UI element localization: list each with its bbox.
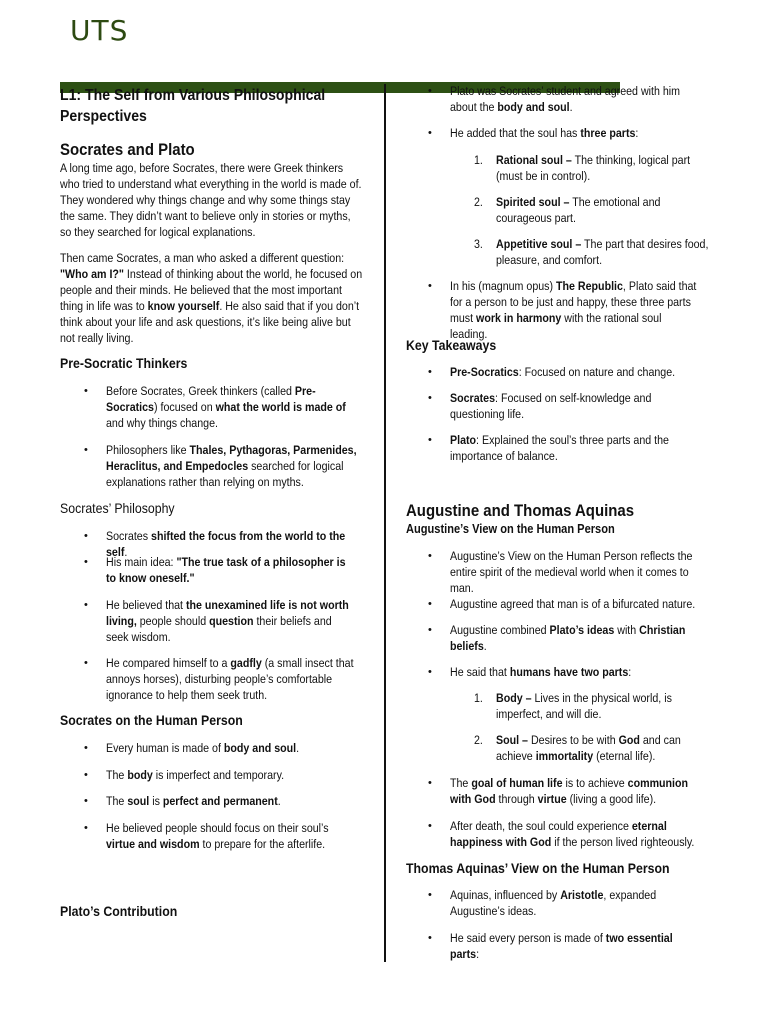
presocratic-heading: Pre-Socratic Thinkers [60, 355, 188, 371]
bullet-icon: • [84, 444, 88, 456]
bullet-icon: • [84, 795, 88, 807]
bullet-icon: • [428, 392, 432, 404]
bullet-icon: • [428, 889, 432, 901]
bullet-icon: • [428, 932, 432, 944]
document-title: UTS [70, 14, 129, 47]
bullet-icon: • [428, 624, 432, 636]
section-title-augustine-aquinas: Augustine and Thomas Aquinas [406, 501, 635, 520]
plato-contribution-heading: Plato’s Contribution [60, 903, 178, 919]
bullet-icon: • [428, 666, 432, 678]
bullet-icon: • [84, 556, 88, 568]
bullet-icon: • [428, 598, 432, 610]
bullet-icon: • [428, 777, 432, 789]
bullet-icon: • [84, 822, 88, 834]
bullet-icon: • [84, 530, 88, 542]
bullet-icon: • [84, 385, 88, 397]
bullet-icon: • [428, 550, 432, 562]
bullet-icon: • [84, 657, 88, 669]
bullet-icon: • [84, 599, 88, 611]
bullet-icon: • [428, 127, 432, 139]
intro-paragraph-1: A long time ago, before Socrates, there were Greek thinkers who tried to understand what everything in the world is made of. They wondered why things change and why some things stay the same. They didn’t want to believe only in stories or myths, so they searched for logical explanations. [60, 161, 362, 239]
bullet-icon: • [428, 366, 432, 378]
bullet-icon: • [84, 769, 88, 781]
bullet-icon: • [84, 742, 88, 754]
bullet-icon: • [428, 85, 432, 97]
socrates-human-person-heading: Socrates on the Human Person [60, 712, 243, 728]
key-takeaways-heading: Key Takeaways [406, 337, 497, 353]
socrates-philosophy-heading: Socrates’ Philosophy [60, 500, 175, 516]
bullet-icon: • [428, 434, 432, 446]
augustine-subheading: Augustine’s View on the Human Person [406, 522, 615, 536]
aquinas-subheading: Thomas Aquinas’ View on the Human Person [406, 860, 670, 876]
section-title-socrates-plato: Socrates and Plato [60, 140, 195, 159]
column-divider [384, 84, 386, 962]
intro-paragraph-2: Then came Socrates, a man who asked a different question: "Who am I?" Instead of thinking about the world, he focused on people and their minds. He believed that the most important thing in life was to know yourself. He also said that if you don’t think about your life and ask questions, it’s like being alive but not really living. [60, 251, 363, 345]
bullet-icon: • [428, 280, 432, 292]
lesson-title: L1: The Self from Various Philosophical Perspectives [60, 87, 326, 125]
bullet-icon: • [428, 820, 432, 832]
